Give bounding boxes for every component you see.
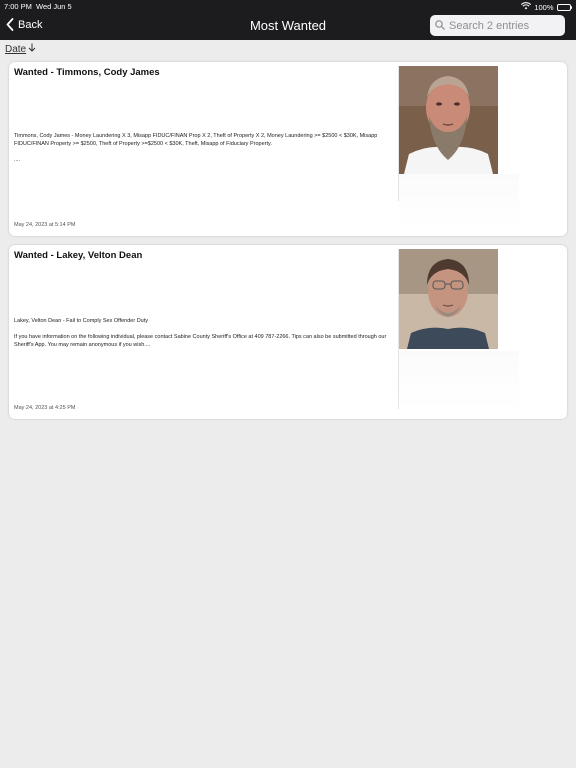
search-icon bbox=[435, 17, 445, 35]
navigation-bar bbox=[0, 0, 576, 40]
entry-charges: Timmons, Cody James - Money Laundering X 3, Misapp FIDUC/FINAN Prop X 2, Theft of Property X 2, Money Laundering >= $2500 < $30K, Misapp FIDUC/FINAN Property >= $2500, Theft of Property >=$2500 < $30K, Theft, Misapp of Fiduciary Property. bbox=[14, 133, 378, 147]
entry-extra: .... bbox=[14, 157, 21, 163]
entry-title: Wanted - Lakey, Velton Dean bbox=[14, 250, 143, 261]
entry-charges: Lakey, Velton Dean - Fail to Comply Sex Offender Duty bbox=[14, 318, 149, 324]
status-time: 7:00 PM bbox=[4, 2, 32, 11]
wanted-entry-card[interactable] bbox=[9, 62, 567, 236]
back-label: Back bbox=[18, 18, 43, 31]
search-field[interactable] bbox=[430, 15, 565, 36]
entry-description bbox=[14, 132, 394, 172]
suspect-photo bbox=[399, 66, 498, 174]
wifi-icon bbox=[521, 2, 531, 12]
entry-extra: If you have information on the following individual, please contact Sabine County Sheriff's Office at 409 787-2266. Tips can also be submitted through our Sheriff's App. You may remain anonymous if you wish.... bbox=[14, 334, 387, 348]
back-button[interactable] bbox=[6, 18, 42, 31]
status-indicators bbox=[521, 2, 572, 12]
sort-date-button[interactable] bbox=[5, 43, 36, 55]
arrow-down-icon bbox=[28, 43, 36, 55]
sort-label: Date bbox=[5, 43, 27, 55]
status-date: Wed Jun 5 bbox=[36, 2, 72, 11]
entry-title: Wanted - Timmons, Cody James bbox=[14, 67, 160, 78]
page-title: Most Wanted bbox=[249, 18, 327, 33]
entry-description bbox=[14, 317, 394, 357]
photo-reflection bbox=[399, 351, 519, 411]
chevron-left-icon bbox=[6, 18, 14, 31]
photo-reflection bbox=[399, 174, 519, 232]
entry-date: May 24, 2023 at 4:25 PM bbox=[14, 405, 76, 411]
search-input[interactable] bbox=[449, 20, 559, 32]
wanted-entry-card[interactable] bbox=[9, 245, 567, 419]
entry-date: May 24, 2023 at 5:14 PM bbox=[14, 222, 76, 228]
suspect-photo bbox=[399, 249, 498, 349]
battery-icon bbox=[557, 4, 573, 11]
battery-percent: 100% bbox=[534, 2, 554, 12]
